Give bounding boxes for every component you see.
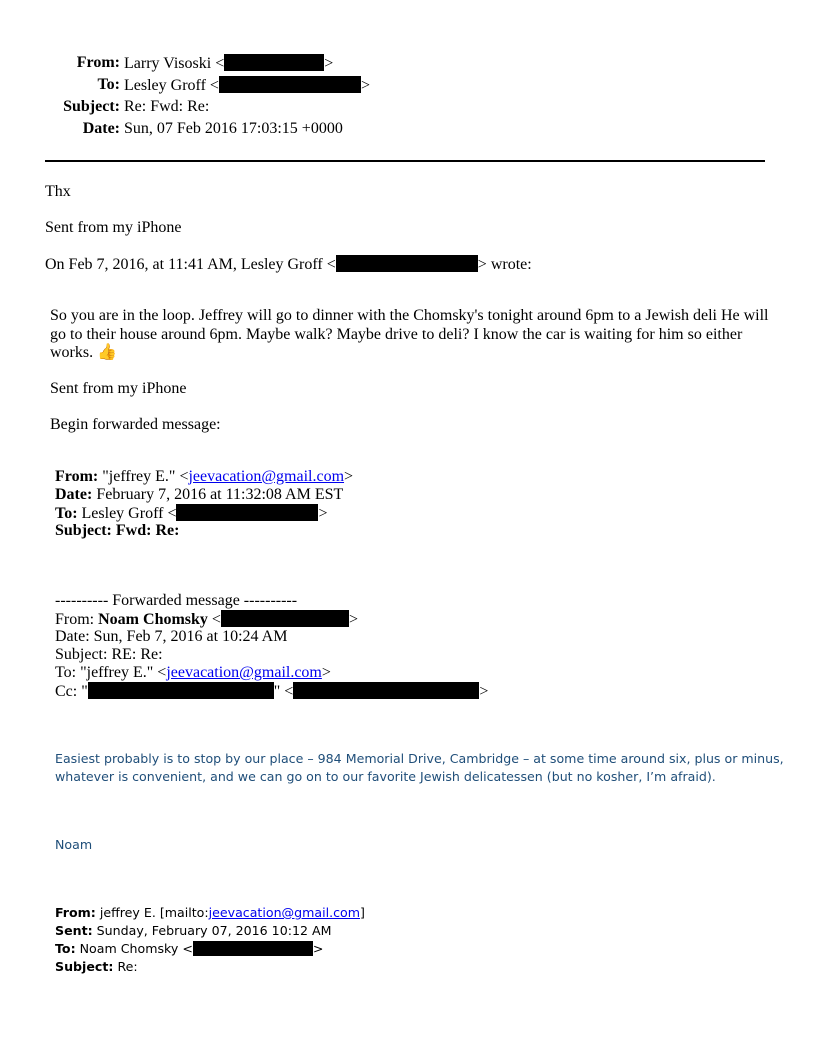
orig-sent-label: Sent:: [55, 923, 93, 938]
redaction-block: [176, 504, 318, 521]
chomsky-cc-line: Cc: " " < >: [55, 683, 489, 700]
from-value: Larry Visoski < >: [124, 55, 334, 72]
quote-intro-suffix: wrote:: [490, 256, 532, 273]
to-label: To:: [97, 76, 120, 93]
subject-label: Subject:: [63, 98, 120, 115]
forward-intro: Begin forwarded message:: [50, 416, 221, 433]
fwd-subject-value: Fwd: Re:: [115, 522, 180, 539]
chomsky-reply-line-2: whatever is convenient, and we can go on to our favorite Jewish delicatessen (but no kosher, I’m afraid).: [55, 769, 716, 784]
orig-sent-value: Sunday, February 07, 2016 10:12 AM: [96, 923, 332, 938]
chomsky-from-name: Noam Chomsky: [98, 611, 208, 628]
fwd-date-label: Date:: [55, 486, 93, 503]
date-label: Date:: [82, 120, 120, 137]
orig-sent-line: [55, 923, 331, 938]
redaction-block: [224, 54, 324, 71]
chomsky-to-email-link[interactable]: jeevacation@gmail.com: [166, 664, 322, 681]
reply-body: Thx: [45, 183, 71, 200]
chomsky-subject-line: Subject: RE: Re:: [55, 646, 163, 663]
chomsky-reply-line-1: Easiest probably is to stop by our place – 984 Memorial Drive, Cambridge – at some time around six, plus or minus,: [55, 751, 784, 766]
from-label: From:: [76, 54, 120, 71]
from-name: Larry Visoski: [124, 55, 212, 72]
fwd-date-line: [55, 486, 343, 504]
redaction-block: [221, 610, 349, 627]
chomsky-cc-prefix: Cc: ": [55, 683, 88, 700]
orig-subject-line: [55, 959, 138, 974]
forwarded-divider: ---------- Forwarded message ----------: [55, 592, 298, 609]
orig-from-email-link[interactable]: jeevacation@gmail.com: [208, 905, 361, 920]
subject-value: Re: Fwd: Re:: [124, 98, 210, 115]
orig-from-line: From: jeffrey E. [mailto:jeevacation@gmail.com]: [55, 905, 365, 920]
redaction-block: [293, 682, 479, 699]
chomsky-signature: Noam: [55, 837, 93, 852]
header-divider: [45, 160, 765, 162]
fwd-to-line: To: Lesley Groff < >: [55, 505, 328, 522]
orig-from-name: jeffrey E. [mailto:: [99, 905, 209, 920]
fwd-to-name: Lesley Groff: [81, 505, 164, 522]
chomsky-from-label: From:: [55, 611, 95, 628]
redaction-block: [219, 76, 361, 93]
quote-intro-text: On Feb 7, 2016, at 11:41 AM, Lesley Groff: [45, 256, 323, 273]
redaction-block: [88, 682, 274, 699]
orig-subject-value: Re:: [117, 959, 138, 974]
fwd-date-value: February 7, 2016 at 11:32:08 AM EST: [96, 486, 344, 503]
chomsky-to-prefix: To: "jeffrey E.": [55, 664, 154, 681]
orig-to-name: Noam Chomsky: [79, 941, 179, 956]
fwd-from-email-link[interactable]: jeevacation@gmail.com: [188, 468, 345, 485]
redaction-block: [193, 941, 313, 956]
orig-to-label: To:: [55, 941, 76, 956]
orig-subject-label: Subject:: [55, 959, 114, 974]
quote-intro: On Feb 7, 2016, at 11:41 AM, Lesley Groff < > wrote:: [45, 256, 532, 273]
chomsky-to-line: To: "jeffrey E." <jeevacation@gmail.com>: [55, 664, 331, 681]
fwd-from-label: From:: [55, 468, 99, 485]
chomsky-date-line: Date: Sun, Feb 7, 2016 at 10:24 AM: [55, 628, 288, 645]
date-value: Sun, 07 Feb 2016 17:03:15 +0000: [124, 120, 343, 137]
quoted-signature: Sent from my iPhone: [50, 380, 187, 397]
to-value: Lesley Groff < >: [124, 77, 370, 94]
fwd-subject-label: Subject:: [55, 522, 112, 539]
fwd-to-label: To:: [55, 505, 78, 522]
to-name: Lesley Groff: [124, 77, 206, 94]
quoted-body: [50, 307, 770, 363]
fwd-subject-line: [55, 522, 179, 540]
thumbs-up-icon: 👍: [97, 344, 118, 361]
chomsky-from-line: From: Noam Chomsky < >: [55, 611, 358, 628]
orig-from-label: From:: [55, 905, 96, 920]
fwd-from-line: From: "jeffrey E." <jeevacation@gmail.com>: [55, 468, 354, 485]
redaction-block: [336, 255, 478, 272]
reply-signature: Sent from my iPhone: [45, 219, 182, 236]
quoted-body-text: So you are in the loop. Jeffrey will go to dinner with the Chomsky's tonight around 6pm to a Jewish deli He will go to their house around 6pm. Maybe walk? Maybe drive to deli? I know the car is waiting for him so either works.: [50, 307, 769, 361]
fwd-from-name: "jeffrey E.": [102, 468, 176, 485]
orig-to-line: To: Noam Chomsky < >: [55, 941, 324, 956]
